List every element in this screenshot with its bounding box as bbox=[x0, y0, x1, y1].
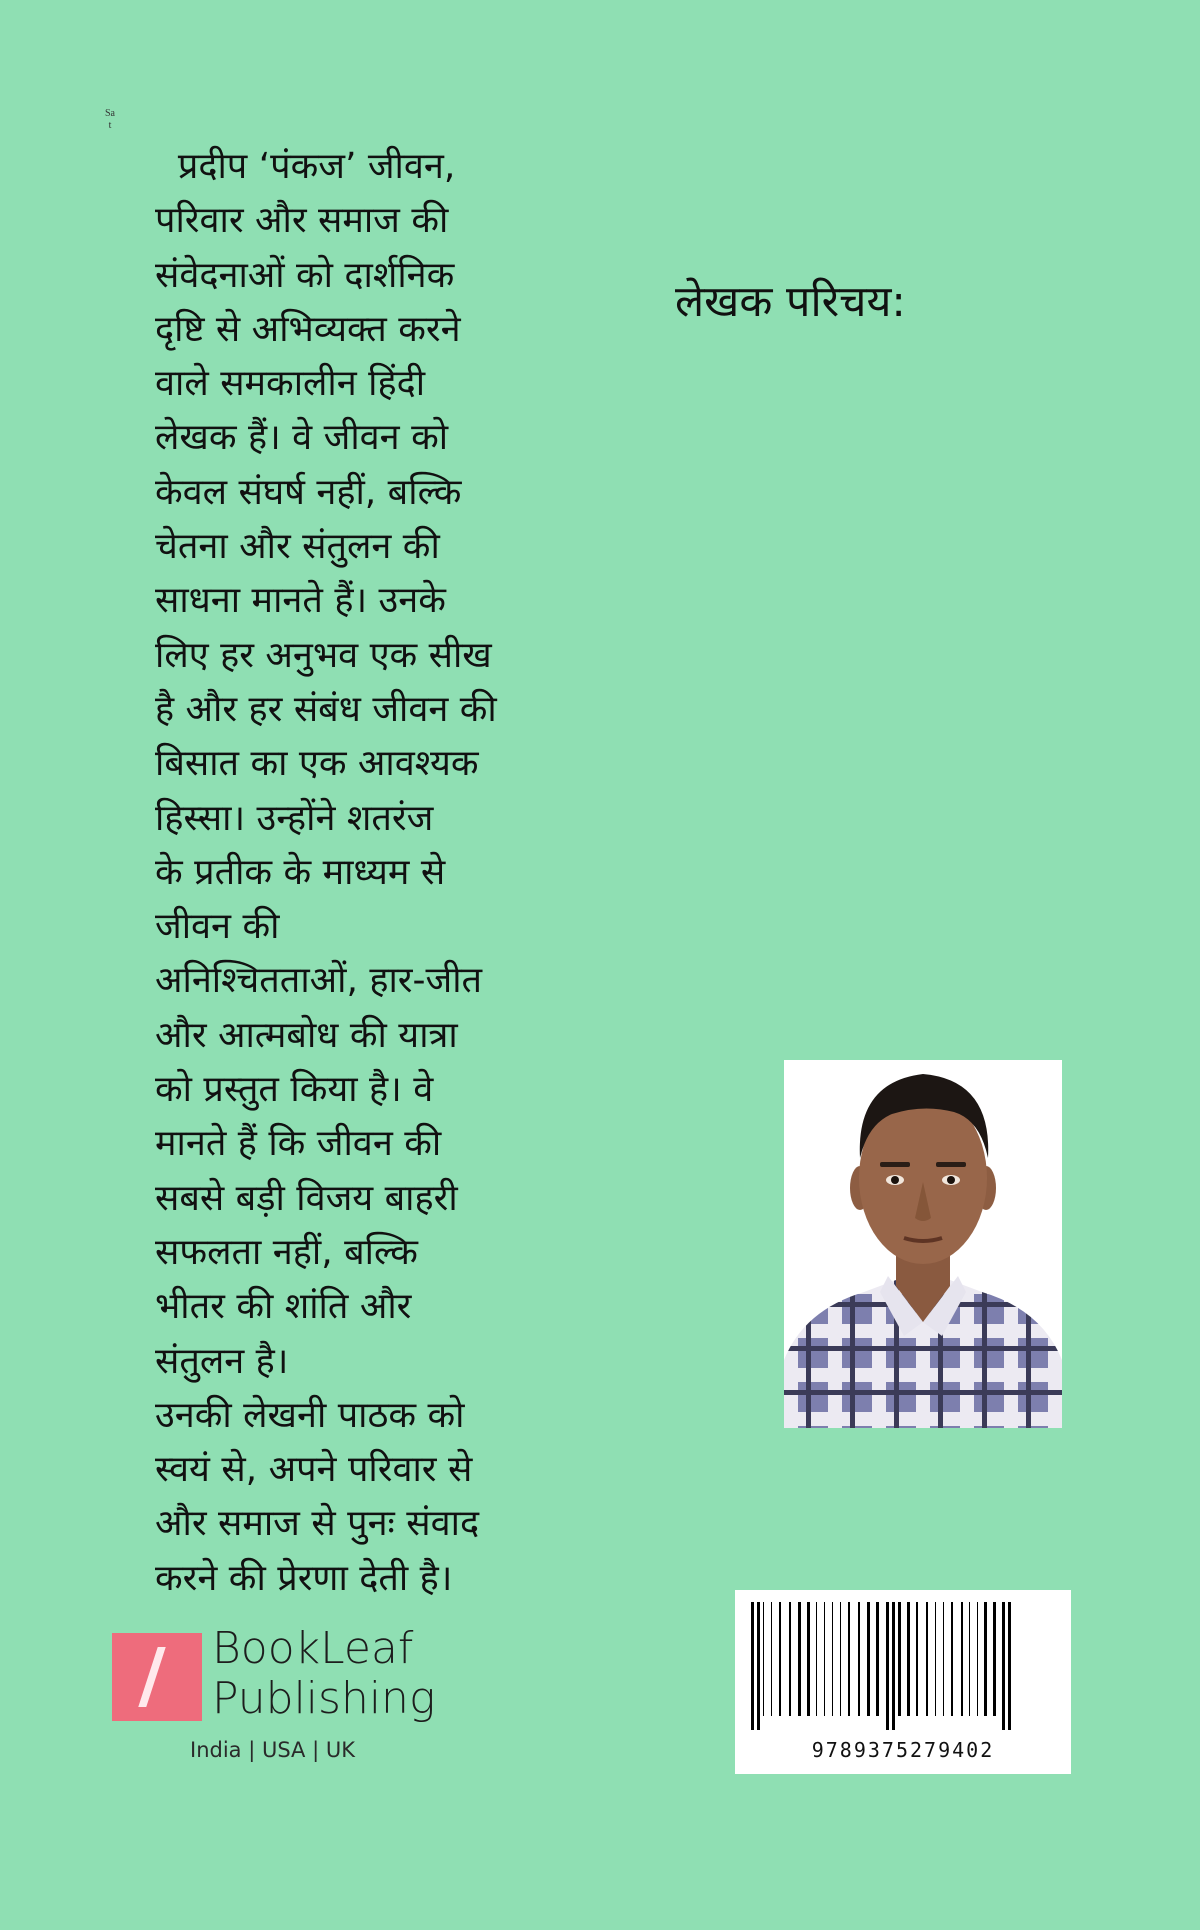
bio-line: चेतना और संतुलन की bbox=[155, 526, 440, 568]
barcode-bar bbox=[916, 1602, 918, 1716]
barcode-bar bbox=[943, 1602, 944, 1716]
barcode-bar bbox=[886, 1602, 889, 1730]
bio-line: सफलता नहीं, बल्कि bbox=[155, 1231, 418, 1273]
publisher-name bbox=[212, 1624, 435, 1724]
bio-line: संवेदनाओं को दार्शनिक bbox=[155, 254, 455, 296]
barcode-bar bbox=[1008, 1602, 1011, 1730]
publisher-name-line-2: Publishing bbox=[212, 1673, 436, 1724]
barcode-bar bbox=[789, 1602, 791, 1716]
bio-line: साधना मानते हैं। उनके bbox=[155, 580, 446, 622]
logo-slash-icon bbox=[138, 1647, 165, 1707]
barcode-bar bbox=[926, 1602, 928, 1716]
barcode-bar bbox=[984, 1602, 987, 1716]
bio-line: परिवार और समाज की bbox=[155, 200, 449, 242]
barcode-bar bbox=[807, 1602, 810, 1716]
barcode-bar bbox=[832, 1602, 833, 1716]
barcode-bar bbox=[907, 1602, 910, 1716]
bio-line: जीवन की bbox=[155, 906, 280, 948]
barcode-bar bbox=[892, 1602, 895, 1730]
bio-line: करने की प्रेरणा देती है। bbox=[155, 1557, 453, 1599]
bio-line: उनकी लेखनी पाठक को bbox=[155, 1394, 465, 1436]
bio-line: स्वयं से, अपने परिवार से bbox=[155, 1449, 473, 1491]
isbn-barcode bbox=[735, 1590, 1071, 1774]
bio-line: केवल संघर्ष नहीं, बल्कि bbox=[155, 471, 462, 513]
barcode-bar bbox=[951, 1602, 953, 1716]
corner-mark bbox=[103, 108, 117, 132]
bio-line: हिस्सा। उन्होंने शतरंज bbox=[155, 797, 434, 839]
bio-line: और समाज से पुनः संवाद bbox=[155, 1503, 480, 1545]
corner-mark-line-2: t bbox=[108, 120, 112, 131]
barcode-bar bbox=[935, 1602, 936, 1716]
bio-line: के प्रतीक के माध्यम से bbox=[155, 851, 446, 893]
barcode-bar bbox=[867, 1602, 870, 1716]
barcode-bar bbox=[969, 1602, 970, 1716]
isbn-number: 9789375279402 bbox=[811, 1738, 995, 1762]
barcode-bar bbox=[757, 1602, 760, 1730]
author-photo bbox=[784, 1060, 1062, 1428]
barcode-bar bbox=[858, 1602, 860, 1716]
bio-line: है और हर संबंध जीवन की bbox=[155, 688, 497, 730]
barcode-bar bbox=[779, 1602, 781, 1716]
author-bio bbox=[155, 140, 575, 1606]
bio-line: मानते हैं कि जीवन की bbox=[155, 1123, 442, 1165]
publisher-logo-icon bbox=[112, 1633, 202, 1721]
bio-line: वाले समकालीन हिंदी bbox=[155, 363, 426, 405]
bio-line: और आत्मबोध की यात्रा bbox=[155, 1014, 458, 1056]
barcode-bar bbox=[961, 1602, 963, 1716]
barcode-bar bbox=[977, 1602, 978, 1716]
barcode-bar bbox=[763, 1602, 764, 1716]
bio-line: अनिश्चितताओं, हार-जीत bbox=[155, 960, 483, 1002]
barcode-bar bbox=[798, 1602, 801, 1716]
barcode-bar bbox=[876, 1602, 879, 1716]
barcode-bars bbox=[745, 1602, 1061, 1734]
bio-line: दृष्टि से अभिव्यक्त करने bbox=[155, 308, 461, 350]
bio-line: बिसात का एक आवश्यक bbox=[155, 743, 479, 785]
barcode-bar bbox=[898, 1602, 901, 1716]
bio-line: लेखक हैं। वे जीवन को bbox=[155, 417, 449, 459]
publisher-locations: India | USA | UK bbox=[190, 1738, 355, 1762]
barcode-bar bbox=[751, 1602, 754, 1730]
barcode-bar bbox=[1002, 1602, 1005, 1730]
corner-mark-line-1: Sa bbox=[105, 108, 115, 119]
bio-line: लिए हर अनुभव एक सीख bbox=[155, 634, 492, 676]
bio-line: को प्रस्तुत किया है। वे bbox=[155, 1069, 434, 1111]
bio-line: प्रदीप ‘पंकज’ जीवन, bbox=[155, 146, 456, 187]
barcode-bar bbox=[824, 1602, 825, 1716]
bio-line: सबसे बड़ी विजय बाहरी bbox=[155, 1177, 458, 1219]
bio-line: संतुलन है। bbox=[155, 1340, 289, 1382]
barcode-bar bbox=[771, 1602, 772, 1716]
barcode-bar bbox=[848, 1602, 850, 1716]
barcode-bar bbox=[993, 1602, 996, 1716]
author-intro-heading: लेखक परिचय: bbox=[675, 277, 906, 327]
barcode-bar bbox=[816, 1602, 817, 1716]
bio-line: भीतर की शांति और bbox=[155, 1286, 412, 1328]
barcode-bar bbox=[840, 1602, 841, 1716]
publisher-name-line-1: BookLeaf bbox=[212, 1623, 414, 1674]
